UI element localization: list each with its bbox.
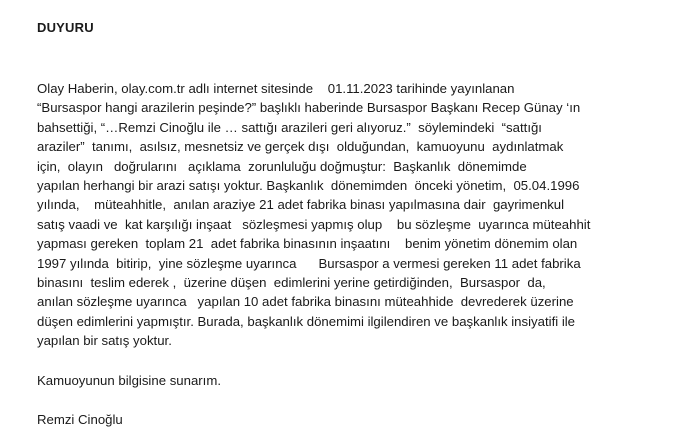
body-line: yapması gereken toplam 21 adet fabrika binasının inşaatını benim yönetim dönemim olan xyxy=(37,236,578,252)
document-title: DUYURU xyxy=(37,20,94,35)
body-line: yapılan bir satış yoktur. xyxy=(37,333,172,349)
signature-name: Remzi Cinoğlu xyxy=(37,412,123,427)
body-line: için, olayın doğrularını açıklama zorunluluğu doğmuştur: Başkanlık dönemimde xyxy=(37,158,527,174)
body-line: bahsettiği, “…Remzi Cinoğlu ile … sattığı arazileri geri alıyoruz.” söylemindeki “sattığı xyxy=(37,119,542,135)
body-line: araziler” tanımı, asılsız, mesnetsiz ve gerçek dışı olduğundan, kamuoyunu aydınlatmak xyxy=(37,139,564,155)
body-line: anılan sözleşme uyarınca yapılan 10 adet fabrika binasını müteahhide devrederek üzerine xyxy=(37,294,574,310)
body-line: Olay Haberin, olay.com.tr adlı internet sitesinde 01.11.2023 tarihinde yayınlanan xyxy=(37,81,515,96)
body-line: binasını teslim ederek , üzerine düşen edimlerini yerine getirdiğinden, Bursaspor da, xyxy=(37,274,546,290)
body-line: düşen edimlerini yapmıştır. Burada, başkanlık dönemimi ilgilendiren ve başkanlık insiyatifi ile xyxy=(37,313,576,329)
announcement-body xyxy=(37,79,657,350)
body-line: yapılan herhangi bir arazi satışı yoktur. Başkanlık dönemimden önceki yönetim, 05.04.1996 xyxy=(37,177,580,193)
closing-statement: Kamuoyunun bilgisine sunarım. xyxy=(37,373,221,388)
body-line: 1997 yılında bitirip, yine sözleşme uyarınca Bursaspor a vermesi gereken 11 adet fabrika xyxy=(37,255,581,271)
body-line: yılında, müteahhitle, anılan araziye 21 adet fabrika binası yapılmasına dair gayrimenkul xyxy=(37,197,565,213)
body-line: “Bursaspor hangi arazilerin peşinde?” başlıklı haberinde Bursaspor Başkanı Recep Günay ‘ın xyxy=(37,100,581,116)
body-line: satış vaadi ve kat karşılığı inşaat sözleşmesi yapmış olup bu sözleşme uyarınca müteahhit xyxy=(37,216,591,232)
